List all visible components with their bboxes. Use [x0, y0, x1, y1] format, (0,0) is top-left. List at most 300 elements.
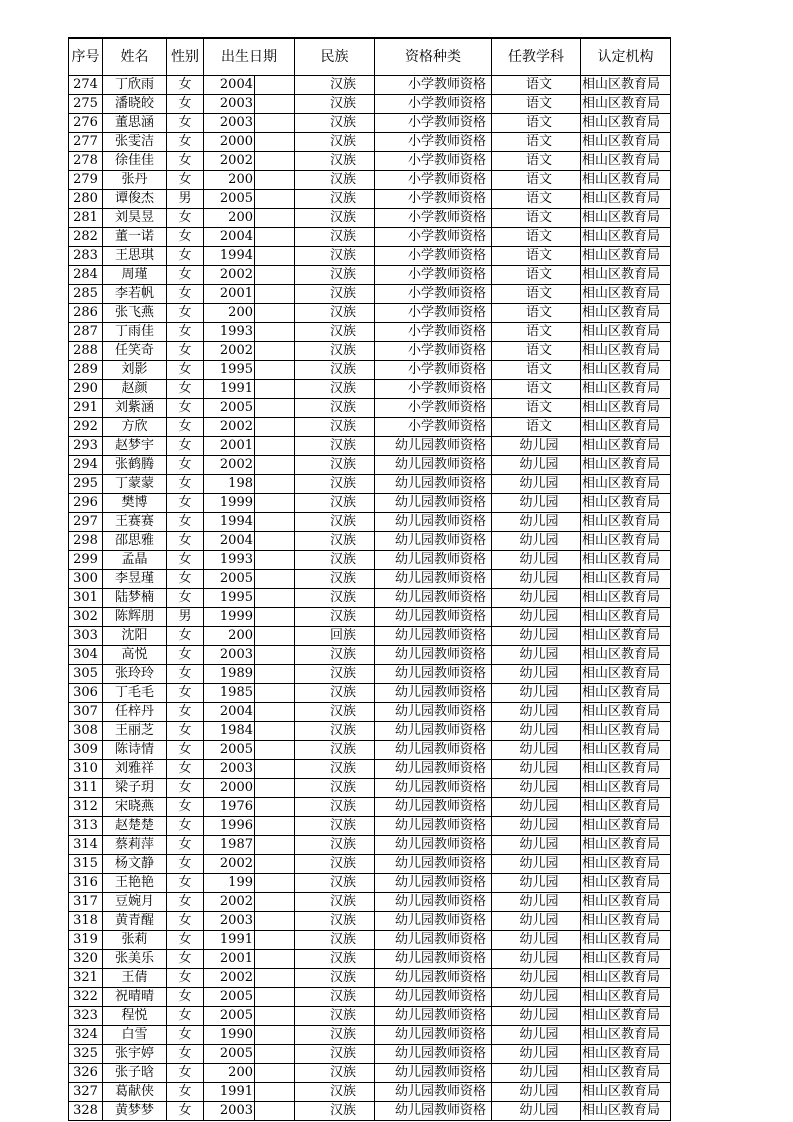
cell-dob: 1991 [203, 380, 254, 398]
cell-name: 陆梦楠 [102, 589, 166, 607]
cell-spacer [254, 532, 294, 550]
cell-seq: 282 [68, 228, 102, 246]
cell-subject: 语文 [491, 76, 580, 94]
cell-qualification: 幼儿园教师资格 [374, 608, 491, 626]
cell-sex: 女 [166, 304, 203, 322]
cell-seq: 296 [68, 494, 102, 512]
cell-name: 黄梦梦 [102, 1102, 166, 1120]
table-row [68, 817, 671, 836]
cell-dob: 1993 [203, 551, 254, 569]
cell-subject: 幼儿园 [491, 1102, 580, 1120]
cell-authority: 相山区教育局 [580, 304, 671, 322]
cell-subject: 语文 [491, 114, 580, 132]
cell-name: 任梓丹 [102, 703, 166, 721]
cell-seq: 294 [68, 456, 102, 474]
cell-name: 王思琪 [102, 247, 166, 265]
cell-spacer [254, 760, 294, 778]
cell-ethnicity: 汉族 [294, 931, 374, 949]
cell-seq: 310 [68, 760, 102, 778]
cell-seq: 305 [68, 665, 102, 683]
cell-qualification: 幼儿园教师资格 [374, 437, 491, 455]
cell-name: 方欣 [102, 418, 166, 436]
cell-seq: 323 [68, 1007, 102, 1025]
cell-sex: 女 [166, 1007, 203, 1025]
table-row [68, 513, 671, 532]
cell-qualification: 小学教师资格 [374, 152, 491, 170]
cell-authority: 相山区教育局 [580, 779, 671, 797]
cell-seq: 319 [68, 931, 102, 949]
cell-qualification: 幼儿园教师资格 [374, 513, 491, 531]
cell-subject: 语文 [491, 266, 580, 284]
cell-ethnicity: 汉族 [294, 190, 374, 208]
cell-qualification: 幼儿园教师资格 [374, 1102, 491, 1120]
cell-ethnicity: 汉族 [294, 893, 374, 911]
cell-sex: 女 [166, 741, 203, 759]
cell-qualification: 小学教师资格 [374, 247, 491, 265]
cell-ethnicity: 汉族 [294, 798, 374, 816]
cell-spacer [254, 570, 294, 588]
cell-authority: 相山区教育局 [580, 551, 671, 569]
cell-qualification: 幼儿园教师资格 [374, 1064, 491, 1082]
cell-qualification: 幼儿园教师资格 [374, 475, 491, 493]
cell-dob: 2005 [203, 570, 254, 588]
cell-name: 葛献侠 [102, 1083, 166, 1101]
cell-authority: 相山区教育局 [580, 1064, 671, 1082]
cell-spacer [254, 323, 294, 341]
cell-spacer [254, 627, 294, 645]
cell-dob: 1993 [203, 323, 254, 341]
table-row [68, 722, 671, 741]
cell-name: 潘晓皎 [102, 95, 166, 113]
cell-ethnicity: 汉族 [294, 95, 374, 113]
table-row [68, 209, 671, 228]
cell-spacer [254, 304, 294, 322]
cell-sex: 女 [166, 114, 203, 132]
cell-ethnicity: 汉族 [294, 969, 374, 987]
cell-subject: 幼儿园 [491, 684, 580, 702]
cell-seq: 301 [68, 589, 102, 607]
table-row [68, 950, 671, 969]
cell-spacer [254, 361, 294, 379]
cell-spacer [254, 836, 294, 854]
cell-name: 樊博 [102, 494, 166, 512]
cell-qualification: 幼儿园教师资格 [374, 627, 491, 645]
cell-authority: 相山区教育局 [580, 152, 671, 170]
cell-authority: 相山区教育局 [580, 361, 671, 379]
cell-authority: 相山区教育局 [580, 1007, 671, 1025]
cell-name: 程悦 [102, 1007, 166, 1025]
cell-seq: 286 [68, 304, 102, 322]
cell-qualification: 小学教师资格 [374, 342, 491, 360]
cell-subject: 幼儿园 [491, 969, 580, 987]
table-row [68, 551, 671, 570]
cell-dob: 2002 [203, 893, 254, 911]
cell-ethnicity: 汉族 [294, 684, 374, 702]
cell-authority: 相山区教育局 [580, 1102, 671, 1120]
cell-spacer [254, 646, 294, 664]
cell-name: 宋晓燕 [102, 798, 166, 816]
cell-sex: 女 [166, 684, 203, 702]
cell-qualification: 小学教师资格 [374, 228, 491, 246]
cell-subject: 幼儿园 [491, 627, 580, 645]
cell-sex: 女 [166, 1026, 203, 1044]
table-row [68, 912, 671, 931]
cell-ethnicity: 汉族 [294, 988, 374, 1006]
cell-subject: 幼儿园 [491, 665, 580, 683]
cell-dob: 2003 [203, 760, 254, 778]
table-row [68, 1007, 671, 1026]
cell-qualification: 幼儿园教师资格 [374, 988, 491, 1006]
cell-qualification: 幼儿园教师资格 [374, 570, 491, 588]
cell-subject: 语文 [491, 380, 580, 398]
table-row [68, 437, 671, 456]
cell-ethnicity: 汉族 [294, 570, 374, 588]
table-row [68, 646, 671, 665]
cell-authority: 相山区教育局 [580, 171, 671, 189]
cell-subject: 幼儿园 [491, 1007, 580, 1025]
cell-dob: 2002 [203, 456, 254, 474]
cell-name: 祝晴晴 [102, 988, 166, 1006]
cell-authority: 相山区教育局 [580, 931, 671, 949]
cell-sex: 女 [166, 931, 203, 949]
cell-authority: 相山区教育局 [580, 475, 671, 493]
cell-qualification: 幼儿园教师资格 [374, 912, 491, 930]
cell-authority: 相山区教育局 [580, 1026, 671, 1044]
cell-authority: 相山区教育局 [580, 1083, 671, 1101]
cell-qualification: 幼儿园教师资格 [374, 855, 491, 873]
cell-spacer [254, 513, 294, 531]
cell-seq: 324 [68, 1026, 102, 1044]
cell-seq: 327 [68, 1083, 102, 1101]
cell-spacer [254, 1064, 294, 1082]
cell-qualification: 幼儿园教师资格 [374, 874, 491, 892]
table-row [68, 760, 671, 779]
cell-subject: 语文 [491, 361, 580, 379]
table-row [68, 114, 671, 133]
cell-dob: 2002 [203, 855, 254, 873]
cell-subject: 语文 [491, 304, 580, 322]
cell-ethnicity: 汉族 [294, 361, 374, 379]
cell-name: 董思涵 [102, 114, 166, 132]
cell-seq: 326 [68, 1064, 102, 1082]
cell-ethnicity: 汉族 [294, 532, 374, 550]
cell-authority: 相山区教育局 [580, 912, 671, 930]
cell-authority: 相山区教育局 [580, 1045, 671, 1063]
cell-name: 刘影 [102, 361, 166, 379]
cell-authority: 相山区教育局 [580, 285, 671, 303]
cell-dob: 2002 [203, 342, 254, 360]
cell-spacer [254, 969, 294, 987]
cell-authority: 相山区教育局 [580, 760, 671, 778]
cell-spacer [254, 1083, 294, 1101]
cell-spacer [254, 608, 294, 626]
cell-dob: 200 [203, 171, 254, 189]
table-row [68, 1064, 671, 1083]
cell-sex: 女 [166, 779, 203, 797]
cell-name: 陈诗情 [102, 741, 166, 759]
cell-authority: 相山区教育局 [580, 247, 671, 265]
cell-sex: 女 [166, 342, 203, 360]
cell-authority: 相山区教育局 [580, 665, 671, 683]
cell-dob: 2005 [203, 1045, 254, 1063]
cell-seq: 311 [68, 779, 102, 797]
cell-seq: 304 [68, 646, 102, 664]
header-ethnicity: 民族 [294, 39, 374, 75]
cell-seq: 289 [68, 361, 102, 379]
cell-authority: 相山区教育局 [580, 589, 671, 607]
cell-sex: 女 [166, 95, 203, 113]
cell-seq: 283 [68, 247, 102, 265]
cell-spacer [254, 228, 294, 246]
cell-sex: 女 [166, 76, 203, 94]
table-row [68, 779, 671, 798]
cell-qualification: 幼儿园教师资格 [374, 893, 491, 911]
cell-dob: 2002 [203, 969, 254, 987]
cell-subject: 幼儿园 [491, 817, 580, 835]
cell-seq: 316 [68, 874, 102, 892]
cell-name: 陈辉朋 [102, 608, 166, 626]
cell-qualification: 小学教师资格 [374, 380, 491, 398]
cell-spacer [254, 817, 294, 835]
cell-spacer [254, 741, 294, 759]
cell-sex: 女 [166, 703, 203, 721]
cell-subject: 幼儿园 [491, 646, 580, 664]
table-row [68, 152, 671, 171]
cell-authority: 相山区教育局 [580, 513, 671, 531]
cell-ethnicity: 汉族 [294, 912, 374, 930]
cell-spacer [254, 76, 294, 94]
cell-spacer [254, 722, 294, 740]
cell-spacer [254, 551, 294, 569]
cell-dob: 2003 [203, 114, 254, 132]
cell-qualification: 幼儿园教师资格 [374, 760, 491, 778]
cell-sex: 女 [166, 836, 203, 854]
cell-sex: 男 [166, 608, 203, 626]
table-row [68, 798, 671, 817]
cell-dob: 2001 [203, 285, 254, 303]
cell-name: 李昱瑾 [102, 570, 166, 588]
cell-ethnicity: 汉族 [294, 836, 374, 854]
cell-subject: 幼儿园 [491, 608, 580, 626]
cell-authority: 相山区教育局 [580, 722, 671, 740]
cell-ethnicity: 汉族 [294, 551, 374, 569]
cell-qualification: 小学教师资格 [374, 133, 491, 151]
cell-dob: 2005 [203, 399, 254, 417]
cell-sex: 女 [166, 323, 203, 341]
cell-qualification: 幼儿园教师资格 [374, 931, 491, 949]
cell-name: 任笑奇 [102, 342, 166, 360]
cell-subject: 幼儿园 [491, 950, 580, 968]
table-row [68, 361, 671, 380]
cell-authority: 相山区教育局 [580, 836, 671, 854]
cell-qualification: 幼儿园教师资格 [374, 969, 491, 987]
cell-ethnicity: 汉族 [294, 1045, 374, 1063]
cell-dob: 2005 [203, 1007, 254, 1025]
cell-name: 王艳艳 [102, 874, 166, 892]
cell-seq: 295 [68, 475, 102, 493]
cell-subject: 幼儿园 [491, 513, 580, 531]
table-row [68, 874, 671, 893]
cell-name: 张丹 [102, 171, 166, 189]
cell-qualification: 小学教师资格 [374, 190, 491, 208]
cell-ethnicity: 汉族 [294, 209, 374, 227]
cell-authority: 相山区教育局 [580, 874, 671, 892]
cell-seq: 280 [68, 190, 102, 208]
cell-name: 王丽芝 [102, 722, 166, 740]
cell-dob: 198 [203, 475, 254, 493]
cell-sex: 女 [166, 760, 203, 778]
cell-dob: 200 [203, 304, 254, 322]
cell-subject: 幼儿园 [491, 988, 580, 1006]
cell-sex: 女 [166, 418, 203, 436]
cell-seq: 277 [68, 133, 102, 151]
table-row [68, 893, 671, 912]
table-row [68, 323, 671, 342]
cell-subject: 幼儿园 [491, 703, 580, 721]
cell-spacer [254, 855, 294, 873]
cell-dob: 2003 [203, 646, 254, 664]
cell-qualification: 小学教师资格 [374, 76, 491, 94]
cell-subject: 语文 [491, 95, 580, 113]
cell-spacer [254, 665, 294, 683]
table-row [68, 285, 671, 304]
cell-spacer [254, 1026, 294, 1044]
cell-name: 谭俊杰 [102, 190, 166, 208]
cell-name: 孟晶 [102, 551, 166, 569]
cell-subject: 幼儿园 [491, 893, 580, 911]
cell-sex: 女 [166, 722, 203, 740]
cell-ethnicity: 汉族 [294, 228, 374, 246]
cell-qualification: 幼儿园教师资格 [374, 646, 491, 664]
cell-spacer [254, 285, 294, 303]
cell-name: 董一诺 [102, 228, 166, 246]
cell-authority: 相山区教育局 [580, 437, 671, 455]
table-row [68, 1045, 671, 1064]
cell-subject: 幼儿园 [491, 912, 580, 930]
table-row [68, 1026, 671, 1045]
cell-qualification: 小学教师资格 [374, 361, 491, 379]
table-body [68, 76, 671, 1121]
cell-name: 赵楚楚 [102, 817, 166, 835]
cell-authority: 相山区教育局 [580, 855, 671, 873]
cell-spacer [254, 95, 294, 113]
cell-authority: 相山区教育局 [580, 703, 671, 721]
cell-subject: 幼儿园 [491, 779, 580, 797]
cell-dob: 2000 [203, 133, 254, 151]
cell-subject: 幼儿园 [491, 1045, 580, 1063]
cell-subject: 幼儿园 [491, 722, 580, 740]
cell-subject: 幼儿园 [491, 589, 580, 607]
cell-qualification: 小学教师资格 [374, 95, 491, 113]
cell-qualification: 幼儿园教师资格 [374, 798, 491, 816]
cell-qualification: 幼儿园教师资格 [374, 722, 491, 740]
table-row [68, 988, 671, 1007]
cell-dob: 200 [203, 627, 254, 645]
cell-dob: 1995 [203, 361, 254, 379]
cell-subject: 幼儿园 [491, 760, 580, 778]
cell-name: 张子晗 [102, 1064, 166, 1082]
cell-ethnicity: 汉族 [294, 247, 374, 265]
cell-ethnicity: 汉族 [294, 874, 374, 892]
cell-spacer [254, 931, 294, 949]
cell-ethnicity: 汉族 [294, 817, 374, 835]
cell-qualification: 幼儿园教师资格 [374, 589, 491, 607]
cell-name: 高悦 [102, 646, 166, 664]
cell-sex: 女 [166, 627, 203, 645]
cell-seq: 285 [68, 285, 102, 303]
cell-seq: 302 [68, 608, 102, 626]
cell-ethnicity: 汉族 [294, 646, 374, 664]
cell-ethnicity: 汉族 [294, 152, 374, 170]
cell-subject: 语文 [491, 133, 580, 151]
cell-spacer [254, 133, 294, 151]
cell-authority: 相山区教育局 [580, 969, 671, 987]
cell-dob: 2005 [203, 988, 254, 1006]
cell-name: 刘紫涵 [102, 399, 166, 417]
cell-authority: 相山区教育局 [580, 494, 671, 512]
cell-spacer [254, 912, 294, 930]
cell-ethnicity: 汉族 [294, 1064, 374, 1082]
cell-authority: 相山区教育局 [580, 133, 671, 151]
table-row [68, 703, 671, 722]
cell-authority: 相山区教育局 [580, 684, 671, 702]
table-row [68, 247, 671, 266]
cell-spacer [254, 874, 294, 892]
cell-seq: 318 [68, 912, 102, 930]
cell-sex: 女 [166, 494, 203, 512]
header-name: 姓名 [102, 39, 166, 75]
cell-subject: 幼儿园 [491, 551, 580, 569]
cell-seq: 291 [68, 399, 102, 417]
cell-dob: 2004 [203, 76, 254, 94]
header-seq: 序号 [68, 39, 102, 75]
cell-subject: 语文 [491, 323, 580, 341]
cell-qualification: 幼儿园教师资格 [374, 665, 491, 683]
cell-name: 刘昊昱 [102, 209, 166, 227]
cell-dob: 1995 [203, 589, 254, 607]
cell-authority: 相山区教育局 [580, 627, 671, 645]
cell-seq: 293 [68, 437, 102, 455]
cell-sex: 女 [166, 893, 203, 911]
table-row [68, 532, 671, 551]
cell-dob: 2002 [203, 418, 254, 436]
cell-subject: 语文 [491, 190, 580, 208]
cell-spacer [254, 190, 294, 208]
cell-name: 张莉 [102, 931, 166, 949]
cell-authority: 相山区教育局 [580, 646, 671, 664]
cell-subject: 幼儿园 [491, 437, 580, 455]
table-row [68, 380, 671, 399]
cell-spacer [254, 798, 294, 816]
cell-ethnicity: 汉族 [294, 380, 374, 398]
cell-authority: 相山区教育局 [580, 893, 671, 911]
cell-spacer [254, 1045, 294, 1063]
cell-spacer [254, 589, 294, 607]
cell-name: 丁蒙蒙 [102, 475, 166, 493]
cell-qualification: 幼儿园教师资格 [374, 1026, 491, 1044]
cell-subject: 幼儿园 [491, 855, 580, 873]
cell-sex: 女 [166, 1102, 203, 1120]
cell-sex: 女 [166, 361, 203, 379]
cell-sex: 女 [166, 475, 203, 493]
cell-subject: 语文 [491, 342, 580, 360]
cell-name: 赵颜 [102, 380, 166, 398]
cell-dob: 1984 [203, 722, 254, 740]
cell-sex: 女 [166, 266, 203, 284]
cell-sex: 女 [166, 570, 203, 588]
table-row [68, 665, 671, 684]
cell-authority: 相山区教育局 [580, 114, 671, 132]
